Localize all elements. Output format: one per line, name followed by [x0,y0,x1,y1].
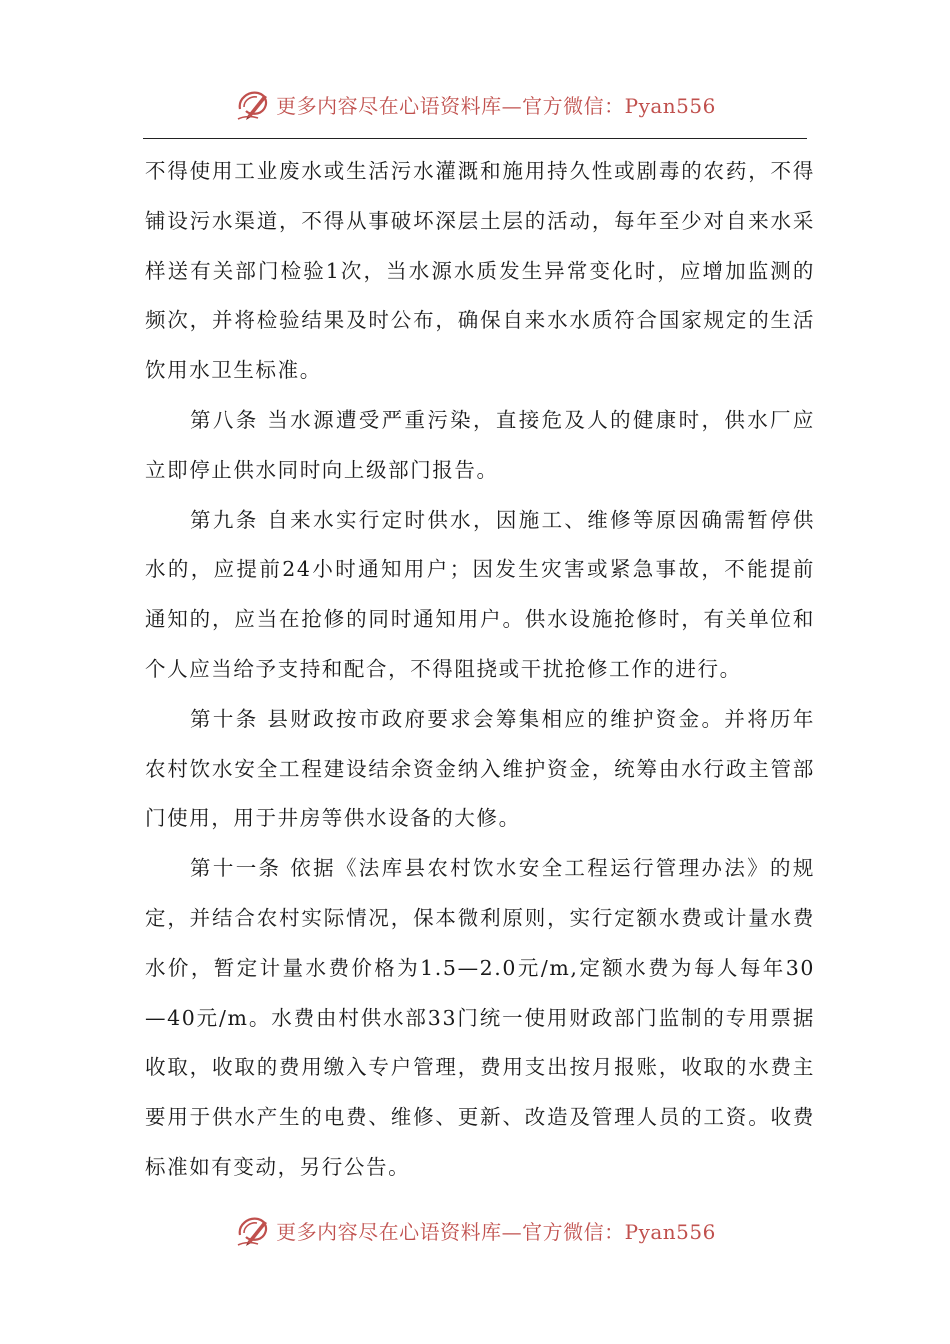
banner-text: 更多内容尽在心语资料库—官方微信：Pyan556 [276,1219,716,1244]
pen-swirl-logo-icon [234,1211,272,1249]
paragraph-article-9: 第九条 自来水实行定时供水，因施工、维修等原因确需暂停供水的，应提前24小时通知用户；因发生灾害或紧急事故，不能提前通知的，应当在抢修的同时通知用户。供水设施抢修时，有关单位和个人应当给予支持和配合，不得阻挠或干扰抢修工作的进行。 [145,507,815,681]
document-body [145,147,815,1193]
paragraph-continuation: 不得使用工业废水或生活污水灌溉和施用持久性或剧毒的农药，不得铺设污水渠道，不得从事破坏深层土层的活动，每年至少对自来水采样送有关部门检验1次，当水源水质发生异常变化时，应增加监测的频次，并将检验结果及时公布，确保自来水水质符合国家规定的生活饮用水卫生标准。 [145,159,815,383]
paragraph-article-8: 第八条 当水源遭受严重污染，直接危及人的健康时，供水厂应立即停止供水同时向上级部门报告。 [145,407,815,482]
pen-swirl-logo-icon [234,85,272,123]
paragraph-article-11: 第十一条 依据《法库县农村饮水安全工程运行管理办法》的规定，并结合农村实际情况，保本微利原则，实行定额水费或计量水费水价，暂定计量水费价格为1.5—2.0元/m,定额水费为每人每年30—40元/m。水费由村供水部33门统一使用财政部门监制的专用票据收取，收取的费用缴入专户管理，费用支出按月报账，收取的水费主要用于供水产生的电费、维修、更新、改造及管理人员的工资。收费标准如有变动，另行公告。 [145,856,815,1179]
paragraph-article-10: 第十条 县财政按市政府要求会筹集相应的维护资金。并将历年农村饮水安全工程建设结余资金纳入维护资金，统筹由水行政主管部门使用，用于井房等供水设备的大修。 [145,706,815,831]
header-divider [143,138,807,139]
header-banner [0,82,950,126]
banner-text: 更多内容尽在心语资料库—官方微信：Pyan556 [276,93,716,118]
footer-banner [0,1208,950,1252]
